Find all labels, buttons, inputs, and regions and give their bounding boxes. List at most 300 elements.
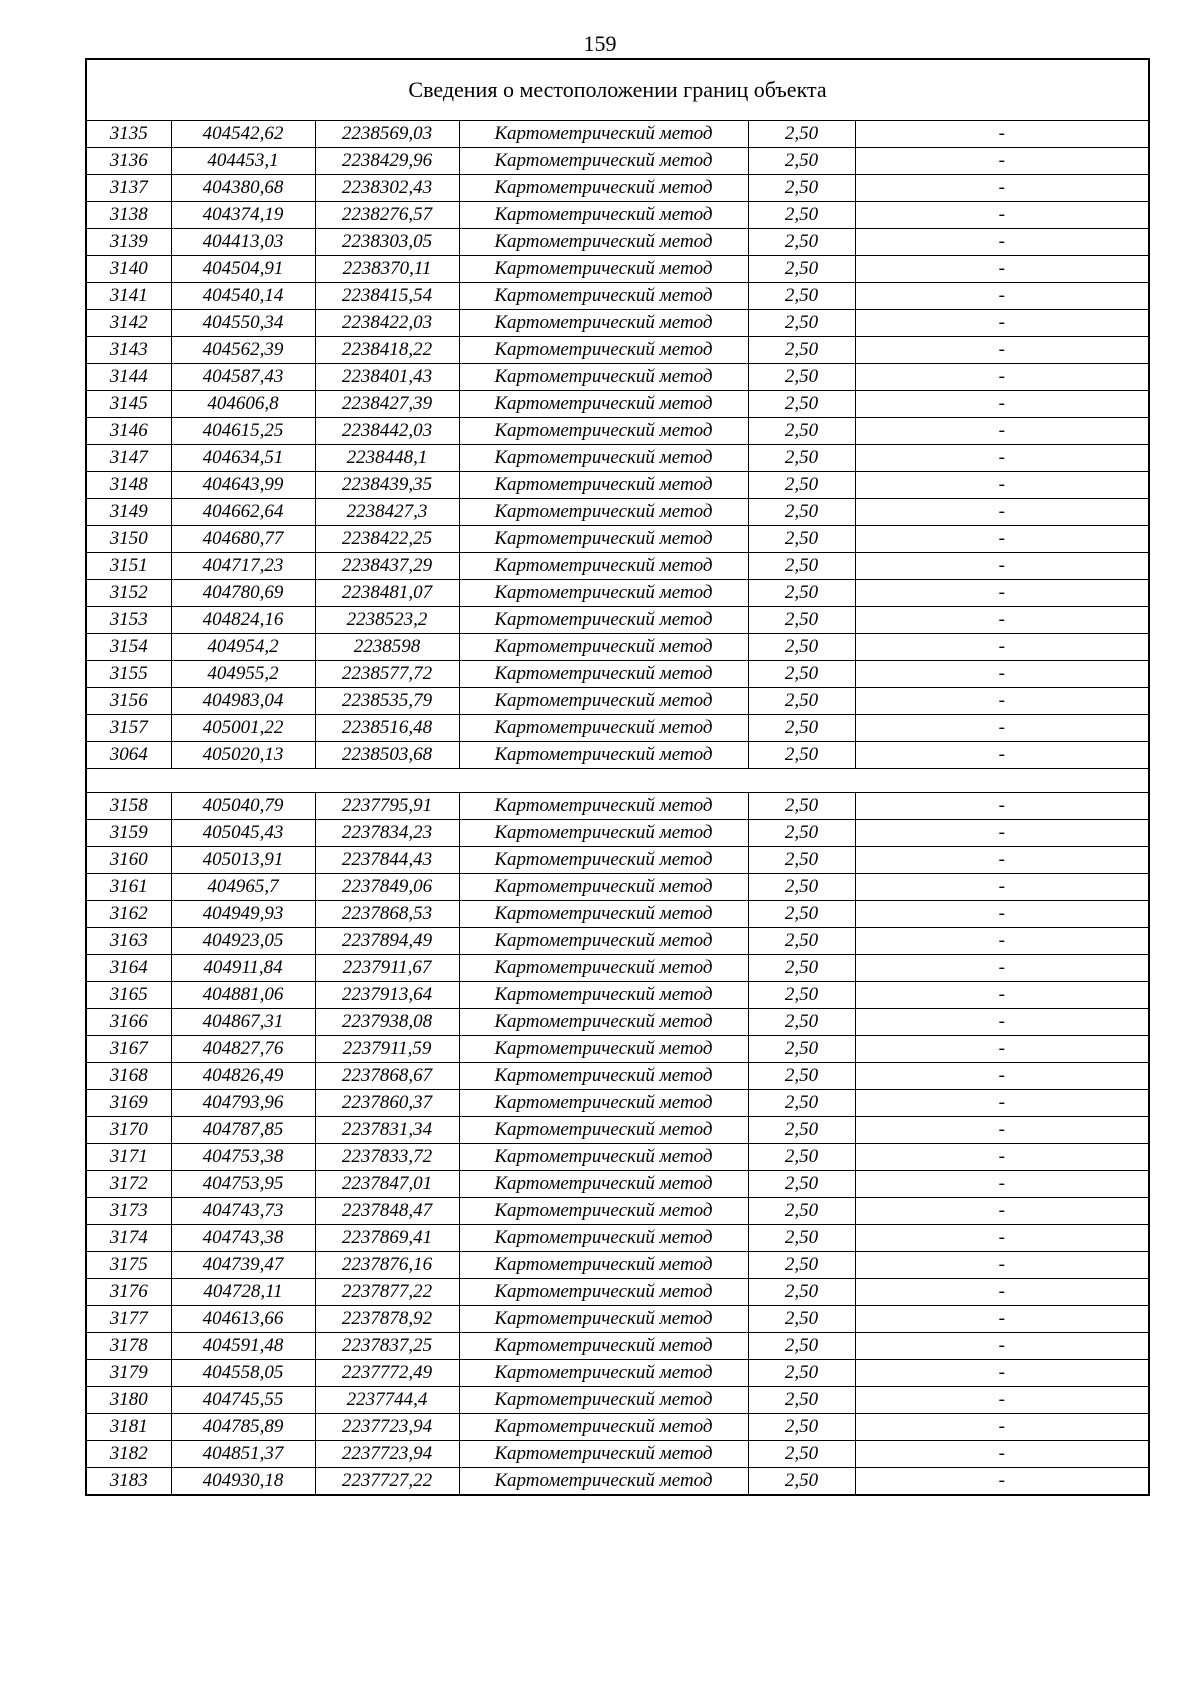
- note-cell: -: [855, 1198, 1149, 1225]
- note-cell: -: [855, 175, 1149, 202]
- y-coordinate-cell: 2237868,53: [315, 901, 459, 928]
- x-coordinate-cell: 404606,8: [171, 391, 315, 418]
- y-coordinate-cell: 2238569,03: [315, 121, 459, 148]
- method-cell: Картометрический метод: [459, 928, 748, 955]
- table-row: [86, 688, 1149, 715]
- point-number-cell: 3141: [86, 283, 171, 310]
- accuracy-cell: 2,50: [748, 202, 855, 229]
- y-coordinate-cell: 2238401,43: [315, 364, 459, 391]
- table-row: [86, 553, 1149, 580]
- method-cell: Картометрический метод: [459, 1036, 748, 1063]
- x-coordinate-cell: 404662,64: [171, 499, 315, 526]
- accuracy-cell: 2,50: [748, 364, 855, 391]
- method-cell: Картометрический метод: [459, 1063, 748, 1090]
- y-coordinate-cell: 2237723,94: [315, 1441, 459, 1468]
- note-cell: -: [855, 229, 1149, 256]
- y-coordinate-cell: 2238481,07: [315, 580, 459, 607]
- accuracy-cell: 2,50: [748, 688, 855, 715]
- accuracy-cell: 2,50: [748, 715, 855, 742]
- method-cell: Картометрический метод: [459, 1225, 748, 1252]
- method-cell: Картометрический метод: [459, 580, 748, 607]
- y-coordinate-cell: 2237913,64: [315, 982, 459, 1009]
- accuracy-cell: 2,50: [748, 928, 855, 955]
- y-coordinate-cell: 2238577,72: [315, 661, 459, 688]
- method-cell: Картометрический метод: [459, 874, 748, 901]
- point-number-cell: 3145: [86, 391, 171, 418]
- accuracy-cell: 2,50: [748, 337, 855, 364]
- y-coordinate-cell: 2238422,25: [315, 526, 459, 553]
- y-coordinate-cell: 2237837,25: [315, 1333, 459, 1360]
- method-cell: Картометрический метод: [459, 202, 748, 229]
- note-cell: -: [855, 1387, 1149, 1414]
- x-coordinate-cell: 404591,48: [171, 1333, 315, 1360]
- point-number-cell: 3155: [86, 661, 171, 688]
- point-number-cell: 3161: [86, 874, 171, 901]
- table-row: [86, 1144, 1149, 1171]
- method-cell: Картометрический метод: [459, 607, 748, 634]
- method-cell: Картометрический метод: [459, 901, 748, 928]
- method-cell: Картометрический метод: [459, 1252, 748, 1279]
- point-number-cell: 3166: [86, 1009, 171, 1036]
- accuracy-cell: 2,50: [748, 1306, 855, 1333]
- x-coordinate-cell: 404380,68: [171, 175, 315, 202]
- x-coordinate-cell: 404793,96: [171, 1090, 315, 1117]
- note-cell: -: [855, 1414, 1149, 1441]
- y-coordinate-cell: 2238422,03: [315, 310, 459, 337]
- x-coordinate-cell: 404923,05: [171, 928, 315, 955]
- x-coordinate-cell: 404753,95: [171, 1171, 315, 1198]
- y-coordinate-cell: 2238427,39: [315, 391, 459, 418]
- accuracy-cell: 2,50: [748, 1009, 855, 1036]
- note-cell: -: [855, 283, 1149, 310]
- x-coordinate-cell: 404780,69: [171, 580, 315, 607]
- table-row: [86, 337, 1149, 364]
- x-coordinate-cell: 404787,85: [171, 1117, 315, 1144]
- method-cell: Картометрический метод: [459, 148, 748, 175]
- table-row: [86, 634, 1149, 661]
- y-coordinate-cell: 2238523,2: [315, 607, 459, 634]
- method-cell: Картометрический метод: [459, 526, 748, 553]
- point-number-cell: 3153: [86, 607, 171, 634]
- method-cell: Картометрический метод: [459, 256, 748, 283]
- accuracy-cell: 2,50: [748, 874, 855, 901]
- note-cell: -: [855, 1090, 1149, 1117]
- accuracy-cell: 2,50: [748, 472, 855, 499]
- method-cell: Картометрический метод: [459, 499, 748, 526]
- point-number-cell: 3180: [86, 1387, 171, 1414]
- accuracy-cell: 2,50: [748, 955, 855, 982]
- y-coordinate-cell: 2237831,34: [315, 1117, 459, 1144]
- point-number-cell: 3146: [86, 418, 171, 445]
- note-cell: -: [855, 472, 1149, 499]
- method-cell: Картометрический метод: [459, 1090, 748, 1117]
- x-coordinate-cell: 405040,79: [171, 793, 315, 820]
- table-row: [86, 472, 1149, 499]
- point-number-cell: 3178: [86, 1333, 171, 1360]
- table-row: [86, 526, 1149, 553]
- method-cell: Картометрический метод: [459, 1198, 748, 1225]
- y-coordinate-cell: 2237834,23: [315, 820, 459, 847]
- method-cell: Картометрический метод: [459, 1009, 748, 1036]
- note-cell: -: [855, 580, 1149, 607]
- x-coordinate-cell: 404955,2: [171, 661, 315, 688]
- point-number-cell: 3169: [86, 1090, 171, 1117]
- contour-separator-row: [86, 769, 1149, 793]
- page-number: 159: [583, 31, 617, 56]
- accuracy-cell: 2,50: [748, 1171, 855, 1198]
- table-row: [86, 1279, 1149, 1306]
- x-coordinate-cell: 404542,62: [171, 121, 315, 148]
- note-cell: -: [855, 901, 1149, 928]
- table-row: [86, 364, 1149, 391]
- point-number-cell: 3173: [86, 1198, 171, 1225]
- y-coordinate-cell: 2237877,22: [315, 1279, 459, 1306]
- y-coordinate-cell: 2237911,67: [315, 955, 459, 982]
- method-cell: Картометрический метод: [459, 634, 748, 661]
- point-number-cell: 3140: [86, 256, 171, 283]
- x-coordinate-cell: 404743,73: [171, 1198, 315, 1225]
- y-coordinate-cell: 2237938,08: [315, 1009, 459, 1036]
- method-cell: Картометрический метод: [459, 1360, 748, 1387]
- table-row: [86, 1468, 1149, 1496]
- y-coordinate-cell: 2237848,47: [315, 1198, 459, 1225]
- y-coordinate-cell: 2237795,91: [315, 793, 459, 820]
- point-number-cell: 3152: [86, 580, 171, 607]
- accuracy-cell: 2,50: [748, 1468, 855, 1496]
- table-row: [86, 1171, 1149, 1198]
- table-row: [86, 982, 1149, 1009]
- method-cell: Картометрический метод: [459, 229, 748, 256]
- method-cell: Картометрический метод: [459, 661, 748, 688]
- note-cell: -: [855, 1225, 1149, 1252]
- x-coordinate-cell: 404965,7: [171, 874, 315, 901]
- table-row: [86, 445, 1149, 472]
- accuracy-cell: 2,50: [748, 499, 855, 526]
- y-coordinate-cell: 2238429,96: [315, 148, 459, 175]
- accuracy-cell: 2,50: [748, 580, 855, 607]
- note-cell: -: [855, 661, 1149, 688]
- y-coordinate-cell: 2238437,29: [315, 553, 459, 580]
- x-coordinate-cell: 404867,31: [171, 1009, 315, 1036]
- point-number-cell: 3148: [86, 472, 171, 499]
- note-cell: -: [855, 499, 1149, 526]
- table-row: [86, 1036, 1149, 1063]
- table-row: [86, 229, 1149, 256]
- table-row: [86, 1306, 1149, 1333]
- method-cell: Картометрический метод: [459, 1171, 748, 1198]
- method-cell: Картометрический метод: [459, 1306, 748, 1333]
- method-cell: Картометрический метод: [459, 445, 748, 472]
- note-cell: -: [855, 982, 1149, 1009]
- point-number-cell: 3170: [86, 1117, 171, 1144]
- y-coordinate-cell: 2238535,79: [315, 688, 459, 715]
- table-row: [86, 580, 1149, 607]
- accuracy-cell: 2,50: [748, 634, 855, 661]
- y-coordinate-cell: 2237894,49: [315, 928, 459, 955]
- note-cell: -: [855, 256, 1149, 283]
- accuracy-cell: 2,50: [748, 229, 855, 256]
- x-coordinate-cell: 404911,84: [171, 955, 315, 982]
- note-cell: -: [855, 793, 1149, 820]
- y-coordinate-cell: 2238598: [315, 634, 459, 661]
- x-coordinate-cell: 404739,47: [171, 1252, 315, 1279]
- method-cell: Картометрический метод: [459, 472, 748, 499]
- y-coordinate-cell: 2237847,01: [315, 1171, 459, 1198]
- table-row: [86, 1063, 1149, 1090]
- point-number-cell: 3143: [86, 337, 171, 364]
- point-number-cell: 3159: [86, 820, 171, 847]
- point-number-cell: 3137: [86, 175, 171, 202]
- point-number-cell: 3164: [86, 955, 171, 982]
- point-number-cell: 3174: [86, 1225, 171, 1252]
- table-row: [86, 1414, 1149, 1441]
- table-row: [86, 1441, 1149, 1468]
- table-row: [86, 1360, 1149, 1387]
- table-row: [86, 148, 1149, 175]
- accuracy-cell: 2,50: [748, 1414, 855, 1441]
- note-cell: -: [855, 1279, 1149, 1306]
- note-cell: -: [855, 820, 1149, 847]
- method-cell: Картометрический метод: [459, 742, 748, 769]
- y-coordinate-cell: 2238370,11: [315, 256, 459, 283]
- method-cell: Картометрический метод: [459, 1414, 748, 1441]
- y-coordinate-cell: 2237844,43: [315, 847, 459, 874]
- method-cell: Картометрический метод: [459, 175, 748, 202]
- accuracy-cell: 2,50: [748, 1090, 855, 1117]
- x-coordinate-cell: 404826,49: [171, 1063, 315, 1090]
- table-title-row: [86, 59, 1149, 121]
- method-cell: Картометрический метод: [459, 793, 748, 820]
- table-row: [86, 955, 1149, 982]
- table-title: Сведения о местоположении границ объекта: [86, 59, 1149, 121]
- y-coordinate-cell: 2238418,22: [315, 337, 459, 364]
- point-number-cell: 3136: [86, 148, 171, 175]
- table-row: [86, 256, 1149, 283]
- x-coordinate-cell: 404634,51: [171, 445, 315, 472]
- note-cell: -: [855, 310, 1149, 337]
- point-number-cell: 3167: [86, 1036, 171, 1063]
- x-coordinate-cell: 404930,18: [171, 1468, 315, 1496]
- note-cell: -: [855, 121, 1149, 148]
- point-number-cell: 3168: [86, 1063, 171, 1090]
- y-coordinate-cell: 2238276,57: [315, 202, 459, 229]
- x-coordinate-cell: 404851,37: [171, 1441, 315, 1468]
- x-coordinate-cell: 404413,03: [171, 229, 315, 256]
- point-number-cell: 3160: [86, 847, 171, 874]
- point-number-cell: 3144: [86, 364, 171, 391]
- accuracy-cell: 2,50: [748, 148, 855, 175]
- note-cell: -: [855, 715, 1149, 742]
- point-number-cell: 3142: [86, 310, 171, 337]
- method-cell: Картометрический метод: [459, 1279, 748, 1306]
- x-coordinate-cell: 405013,91: [171, 847, 315, 874]
- boundary-coordinates-table-container: [85, 58, 1148, 1496]
- note-cell: -: [855, 1036, 1149, 1063]
- point-number-cell: 3179: [86, 1360, 171, 1387]
- point-number-cell: 3175: [86, 1252, 171, 1279]
- table-row: [86, 499, 1149, 526]
- method-cell: Картометрический метод: [459, 847, 748, 874]
- y-coordinate-cell: 2237744,4: [315, 1387, 459, 1414]
- note-cell: -: [855, 526, 1149, 553]
- table-row: [86, 1387, 1149, 1414]
- note-cell: -: [855, 874, 1149, 901]
- note-cell: -: [855, 955, 1149, 982]
- note-cell: -: [855, 1441, 1149, 1468]
- x-coordinate-cell: 404374,19: [171, 202, 315, 229]
- method-cell: Картометрический метод: [459, 1144, 748, 1171]
- note-cell: -: [855, 1306, 1149, 1333]
- accuracy-cell: 2,50: [748, 526, 855, 553]
- method-cell: Картометрический метод: [459, 310, 748, 337]
- x-coordinate-cell: 404954,2: [171, 634, 315, 661]
- method-cell: Картометрический метод: [459, 1468, 748, 1496]
- x-coordinate-cell: 404558,05: [171, 1360, 315, 1387]
- y-coordinate-cell: 2238442,03: [315, 418, 459, 445]
- method-cell: Картометрический метод: [459, 715, 748, 742]
- accuracy-cell: 2,50: [748, 847, 855, 874]
- accuracy-cell: 2,50: [748, 1252, 855, 1279]
- method-cell: Картометрический метод: [459, 391, 748, 418]
- note-cell: -: [855, 634, 1149, 661]
- accuracy-cell: 2,50: [748, 310, 855, 337]
- note-cell: -: [855, 1144, 1149, 1171]
- x-coordinate-cell: 404983,04: [171, 688, 315, 715]
- point-number-cell: 3162: [86, 901, 171, 928]
- note-cell: -: [855, 337, 1149, 364]
- y-coordinate-cell: 2237833,72: [315, 1144, 459, 1171]
- point-number-cell: 3149: [86, 499, 171, 526]
- accuracy-cell: 2,50: [748, 121, 855, 148]
- x-coordinate-cell: 404717,23: [171, 553, 315, 580]
- x-coordinate-cell: 404827,76: [171, 1036, 315, 1063]
- table-row: [86, 1225, 1149, 1252]
- point-number-cell: 3165: [86, 982, 171, 1009]
- accuracy-cell: 2,50: [748, 283, 855, 310]
- accuracy-cell: 2,50: [748, 1117, 855, 1144]
- point-number-cell: 3171: [86, 1144, 171, 1171]
- table-row: [86, 391, 1149, 418]
- method-cell: Картометрический метод: [459, 364, 748, 391]
- y-coordinate-cell: 2237727,22: [315, 1468, 459, 1496]
- note-cell: -: [855, 742, 1149, 769]
- table-row: [86, 607, 1149, 634]
- table-row: [86, 1333, 1149, 1360]
- y-coordinate-cell: 2238448,1: [315, 445, 459, 472]
- table-row: [86, 820, 1149, 847]
- table-row: [86, 1009, 1149, 1036]
- note-cell: -: [855, 148, 1149, 175]
- y-coordinate-cell: 2237723,94: [315, 1414, 459, 1441]
- y-coordinate-cell: 2237876,16: [315, 1252, 459, 1279]
- table-row: [86, 661, 1149, 688]
- y-coordinate-cell: 2238503,68: [315, 742, 459, 769]
- note-cell: -: [855, 847, 1149, 874]
- method-cell: Картометрический метод: [459, 1441, 748, 1468]
- x-coordinate-cell: 405020,13: [171, 742, 315, 769]
- method-cell: Картометрический метод: [459, 820, 748, 847]
- note-cell: -: [855, 364, 1149, 391]
- note-cell: -: [855, 688, 1149, 715]
- table-row: [86, 874, 1149, 901]
- accuracy-cell: 2,50: [748, 1360, 855, 1387]
- table-row: [86, 715, 1149, 742]
- point-number-cell: 3176: [86, 1279, 171, 1306]
- method-cell: Картометрический метод: [459, 1333, 748, 1360]
- note-cell: -: [855, 1333, 1149, 1360]
- point-number-cell: 3156: [86, 688, 171, 715]
- accuracy-cell: 2,50: [748, 820, 855, 847]
- boundary-coordinates-table: [85, 58, 1150, 1496]
- table-row: [86, 121, 1149, 148]
- x-coordinate-cell: 404504,91: [171, 256, 315, 283]
- point-number-cell: 3139: [86, 229, 171, 256]
- x-coordinate-cell: 405001,22: [171, 715, 315, 742]
- accuracy-cell: 2,50: [748, 553, 855, 580]
- x-coordinate-cell: 404613,66: [171, 1306, 315, 1333]
- x-coordinate-cell: 404785,89: [171, 1414, 315, 1441]
- point-number-cell: 3182: [86, 1441, 171, 1468]
- point-number-cell: 3158: [86, 793, 171, 820]
- method-cell: Картометрический метод: [459, 982, 748, 1009]
- table-row: [86, 928, 1149, 955]
- y-coordinate-cell: 2237772,49: [315, 1360, 459, 1387]
- x-coordinate-cell: 404728,11: [171, 1279, 315, 1306]
- y-coordinate-cell: 2238516,48: [315, 715, 459, 742]
- accuracy-cell: 2,50: [748, 1036, 855, 1063]
- x-coordinate-cell: 404824,16: [171, 607, 315, 634]
- point-number-cell: 3163: [86, 928, 171, 955]
- accuracy-cell: 2,50: [748, 1387, 855, 1414]
- method-cell: Картометрический метод: [459, 1117, 748, 1144]
- table-row: [86, 901, 1149, 928]
- note-cell: -: [855, 1063, 1149, 1090]
- note-cell: -: [855, 391, 1149, 418]
- accuracy-cell: 2,50: [748, 607, 855, 634]
- method-cell: Картометрический метод: [459, 418, 748, 445]
- accuracy-cell: 2,50: [748, 1441, 855, 1468]
- note-cell: -: [855, 1171, 1149, 1198]
- x-coordinate-cell: 404540,14: [171, 283, 315, 310]
- y-coordinate-cell: 2237849,06: [315, 874, 459, 901]
- accuracy-cell: 2,50: [748, 391, 855, 418]
- y-coordinate-cell: 2238427,3: [315, 499, 459, 526]
- y-coordinate-cell: 2237869,41: [315, 1225, 459, 1252]
- point-number-cell: 3138: [86, 202, 171, 229]
- y-coordinate-cell: 2237860,37: [315, 1090, 459, 1117]
- accuracy-cell: 2,50: [748, 901, 855, 928]
- y-coordinate-cell: 2237911,59: [315, 1036, 459, 1063]
- y-coordinate-cell: 2238303,05: [315, 229, 459, 256]
- table-row: [86, 283, 1149, 310]
- point-number-cell: 3135: [86, 121, 171, 148]
- table-row: [86, 1252, 1149, 1279]
- accuracy-cell: 2,50: [748, 1333, 855, 1360]
- note-cell: -: [855, 607, 1149, 634]
- x-coordinate-cell: 404881,06: [171, 982, 315, 1009]
- x-coordinate-cell: 404680,77: [171, 526, 315, 553]
- table-row: [86, 847, 1149, 874]
- accuracy-cell: 2,50: [748, 793, 855, 820]
- point-number-cell: 3151: [86, 553, 171, 580]
- accuracy-cell: 2,50: [748, 445, 855, 472]
- table-row: [86, 793, 1149, 820]
- accuracy-cell: 2,50: [748, 418, 855, 445]
- accuracy-cell: 2,50: [748, 256, 855, 283]
- accuracy-cell: 2,50: [748, 661, 855, 688]
- point-number-cell: 3177: [86, 1306, 171, 1333]
- accuracy-cell: 2,50: [748, 1279, 855, 1306]
